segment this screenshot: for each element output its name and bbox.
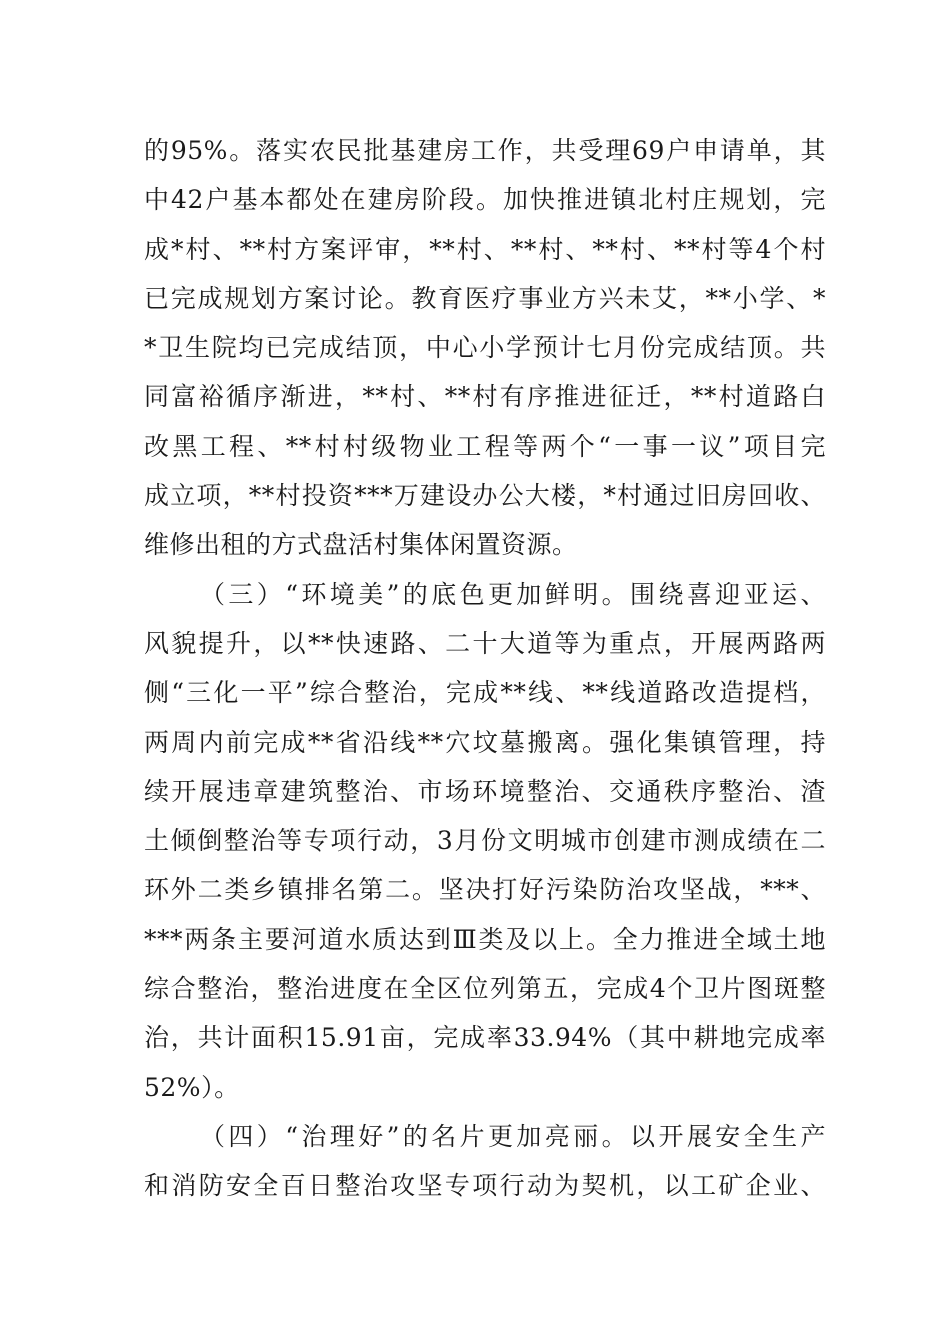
- text-line: 改黑工程、**村村级物业工程等两个“一事一议”项目完: [144, 431, 826, 461]
- text-line: 环外二类乡镇排名第二。坚决打好污染防治攻坚战，***、: [144, 875, 826, 905]
- text-line: 中42户基本都处在建房阶段。加快推进镇北村庄规划，完: [144, 185, 826, 215]
- text-line: 两周内前完成**省沿线**穴坟墓搬离。强化集镇管理，持: [144, 727, 826, 757]
- text-line: 维修出租的方式盘活村集体闲置资源。: [144, 530, 578, 560]
- text-line: 续开展违章建筑整治、市场环境整治、交通秩序整治、渣: [144, 776, 826, 806]
- text-line: 成*村、**村方案评审，**村、**村、**村、**村等4个村: [144, 234, 826, 264]
- text-line: 治，共计面积15.91亩，完成率33.94%（其中耕地完成率: [144, 1023, 826, 1053]
- section-heading-line: （三）“环境美”的底色更加鲜明。围绕喜迎亚运、: [200, 579, 826, 609]
- text-line: 和消防安全百日整治攻坚专项行动为契机，以工矿企业、: [144, 1171, 826, 1201]
- text-line: 侧“三化一平”综合整治，完成**线、**线道路改造提档，: [144, 678, 826, 708]
- text-line: 的95%。落实农民批基建房工作，共受理69户申请单，其: [144, 136, 826, 165]
- text-line: 已完成规划方案讨论。教育医疗事业方兴未艾，**小学、*: [144, 283, 826, 313]
- section-heading-line: （四）“治理好”的名片更加亮丽。以开展安全生产: [200, 1121, 826, 1151]
- text-line: *卫生院均已完成结顶，中心小学预计七月份完成结顶。共: [144, 333, 826, 363]
- text-line: ***两条主要河道水质达到Ⅲ类及以上。全力推进全域土地: [144, 924, 826, 954]
- text-line: 综合整治，整治进度在全区位列第五，完成4个卫片图斑整: [144, 974, 826, 1004]
- body-text: [144, 126, 826, 1211]
- text-line: 土倾倒整治等专项行动，3月份文明城市创建市测成绩在二: [144, 826, 826, 856]
- text-line: 成立项，**村投资***万建设办公大楼，*村通过旧房回收、: [144, 481, 826, 511]
- text-line: 同富裕循序渐进，**村、**村有序推进征迁，**村道路白: [144, 382, 826, 412]
- text-line: 风貌提升，以**快速路、二十大道等为重点，开展两路两: [144, 628, 826, 658]
- text-line: 52%）。: [144, 1072, 240, 1102]
